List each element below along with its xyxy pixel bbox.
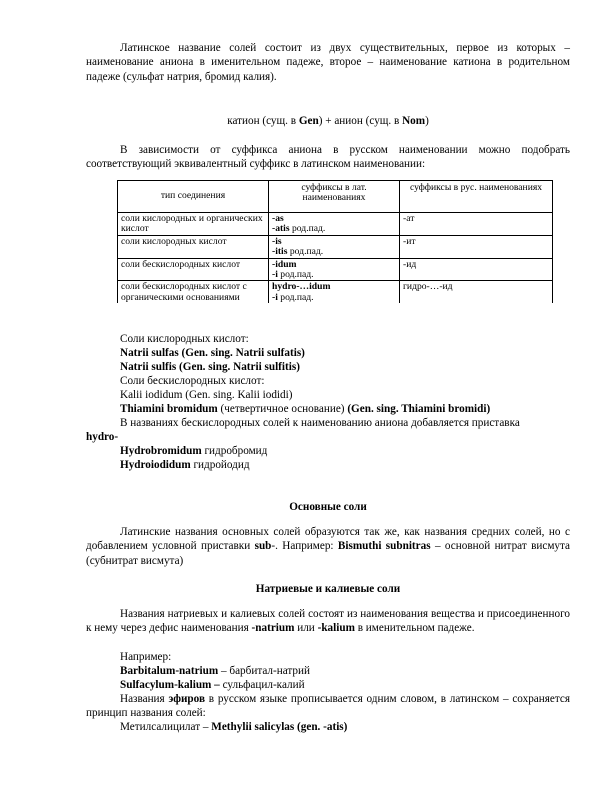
header-lat — [269, 181, 400, 213]
hydro-text: В названиях бескислородных солей к наименованию аниона добавляется приставка — [120, 417, 520, 429]
esters-paragraph — [86, 692, 570, 721]
hydrobromidum-name: Hydrobromidum — [120, 445, 202, 457]
lat-suffix-note: род.пад. — [287, 246, 324, 258]
thiamini-gen: (Gen. sing. Thiamini bromidi) — [347, 403, 491, 415]
lat-suffix: -is — [272, 235, 282, 247]
basic-salts-heading: Основные соли — [289, 501, 367, 513]
header-type-text: тип соединения — [160, 190, 226, 201]
lat-suffix: -as — [272, 213, 284, 224]
rus-suffix: гидро-…-ид — [403, 281, 453, 293]
sodium-natrium: -natrium — [251, 622, 295, 635]
thiamini-note: (четвертичное основание) — [217, 403, 348, 415]
example-barbitalum — [120, 664, 310, 678]
row-rus — [400, 235, 553, 258]
sulfacylum-rus: сульфацил-калий — [219, 679, 305, 691]
rus-suffix: -ид — [403, 258, 417, 270]
header-type — [118, 181, 269, 213]
header-lat-text: суффиксы в лат. наименованиях — [301, 182, 367, 204]
sodium-text: Названия натриевых и калиевых солей состоят из наименования вещества и присоединенного к нему через дефис наименования — [86, 608, 570, 635]
salt-formula — [86, 114, 570, 128]
sodium-salts-paragraph — [86, 607, 570, 636]
hydrobromidum-rus: гидробромид — [201, 445, 268, 457]
sodium-text: в именительном падеже. — [354, 622, 475, 635]
esters-text: Названия — [120, 693, 169, 705]
rus-suffix: -ат — [403, 213, 415, 224]
hydro-prefix: hydro- — [86, 431, 119, 443]
basic-example: Bismuthi subnitras — [337, 540, 431, 553]
row-type-text: соли бескислородных кислот с органическими основаниями — [121, 281, 247, 303]
row-type — [118, 235, 269, 258]
row-type — [118, 281, 269, 303]
formula-part: ) — [425, 115, 429, 127]
basic-sub: sub — [254, 540, 272, 553]
table-row — [118, 281, 553, 303]
intro-paragraph — [86, 41, 570, 84]
methylii-rus: Метилсалицилат – — [120, 721, 212, 733]
basic-salts-paragraph — [86, 525, 570, 568]
esters-word: эфиров — [168, 693, 206, 705]
row-lat — [269, 258, 400, 281]
sodium-salts-heading: Натриевые и калиевые соли — [255, 583, 401, 595]
basic-text: Латинские названия основных солей образуются так же, как названия средних солей, но с добавлением условной приставки — [86, 526, 570, 553]
suffix-paragraph — [86, 143, 570, 172]
row-rus — [400, 281, 553, 303]
rus-suffix: -ит — [403, 235, 416, 247]
suffix-text: В зависимости от суффикса аниона в русском наименовании можно подобрать соответствующий эквивалентный суффикс в латинском наименовании: — [86, 144, 570, 171]
formula-nom: Nom — [402, 115, 426, 127]
example-hydrobromidum — [120, 444, 267, 458]
hydroiodidum-name: Hydroiodidum — [120, 459, 191, 471]
table-row — [118, 235, 553, 258]
row-type-text: соли кислородных кислот — [121, 235, 227, 247]
header-rus-text: суффиксы в рус. наименованиях — [409, 182, 543, 193]
row-lat — [269, 235, 400, 258]
lat-suffix: hydro-…idum — [272, 281, 331, 293]
basic-text: -. Например: — [271, 540, 338, 553]
example-methylii — [120, 720, 347, 734]
example-heading-oxy: Соли кислородных кислот: — [120, 333, 249, 345]
lat-suffix-note: род.пад. — [289, 223, 326, 235]
row-type-text: соли бескислородных кислот — [121, 258, 241, 270]
sulfacylum-name: Sulfacylum-kalium – — [120, 679, 220, 691]
lat-suffix: -idum — [272, 258, 297, 270]
hydro-paragraph — [86, 416, 570, 430]
row-rus — [400, 258, 553, 281]
formula-gen: Gen — [298, 115, 319, 127]
example-sulfacylum — [120, 678, 305, 692]
esters-text: в русском языке прописывается одним словом, в латинском – сохраняется принцип названия солей: — [86, 693, 570, 720]
suffix-table — [117, 180, 553, 303]
barbitalum-rus: – барбитал-натрий — [218, 665, 310, 677]
sodium-text: или — [294, 622, 318, 635]
row-lat — [269, 213, 400, 236]
basic-text: – основной нитрат висмута (субнитрат висмута) — [86, 540, 570, 567]
lat-suffix-gen: -i — [272, 269, 278, 281]
hydroiodidum-rus: гидройодид — [190, 459, 250, 471]
row-type — [118, 258, 269, 281]
formula-part: катион (сущ. в — [227, 115, 299, 127]
lat-suffix-gen: -i — [272, 291, 278, 303]
row-lat — [269, 281, 400, 303]
row-type-text: соли кислородных и органических кислот — [121, 213, 263, 235]
header-rus — [400, 181, 553, 213]
intro-text: Латинское название солей состоит из двух существительных, первое из которых – наименование аниона в именительном падеже, второе – наименование катиона в родительном падеже (сульфат натрия, бромид калия). — [86, 42, 570, 83]
example-natrii-sulfas: Natrii sulfas (Gen. sing. Natrii sulfatis) — [120, 347, 305, 359]
example-kalii-iodidum: Kalii iodidum (Gen. sing. Kalii iodidi) — [120, 389, 293, 401]
methylii-name: Methylii salicylas (gen. -atis) — [211, 721, 348, 733]
example-thiamini — [120, 402, 490, 416]
sodium-example-label: Например: — [120, 651, 172, 663]
example-natrii-sulfis: Natrii sulfis (Gen. sing. Natrii sulfitis) — [120, 361, 300, 373]
row-type — [118, 213, 269, 236]
row-rus — [400, 213, 553, 236]
barbitalum-name: Barbitalum-natrium — [120, 665, 219, 677]
lat-suffix-gen: -itis — [272, 246, 288, 258]
sodium-kalium: -kalium — [317, 622, 355, 635]
example-hydroiodidum — [120, 458, 250, 472]
lat-suffix-note: род.пад. — [277, 269, 314, 281]
formula-part: ) + анион (сущ. в — [318, 115, 403, 127]
lat-suffix-gen: -atis — [272, 223, 290, 235]
table-row — [118, 213, 553, 236]
thiamini-name: Thiamini bromidum — [120, 403, 218, 415]
lat-suffix-note: род.пад. — [277, 291, 314, 303]
example-heading-nonoxy: Соли бескислородных кислот: — [120, 375, 265, 387]
table-header-row — [118, 181, 553, 213]
table-row — [118, 258, 553, 281]
